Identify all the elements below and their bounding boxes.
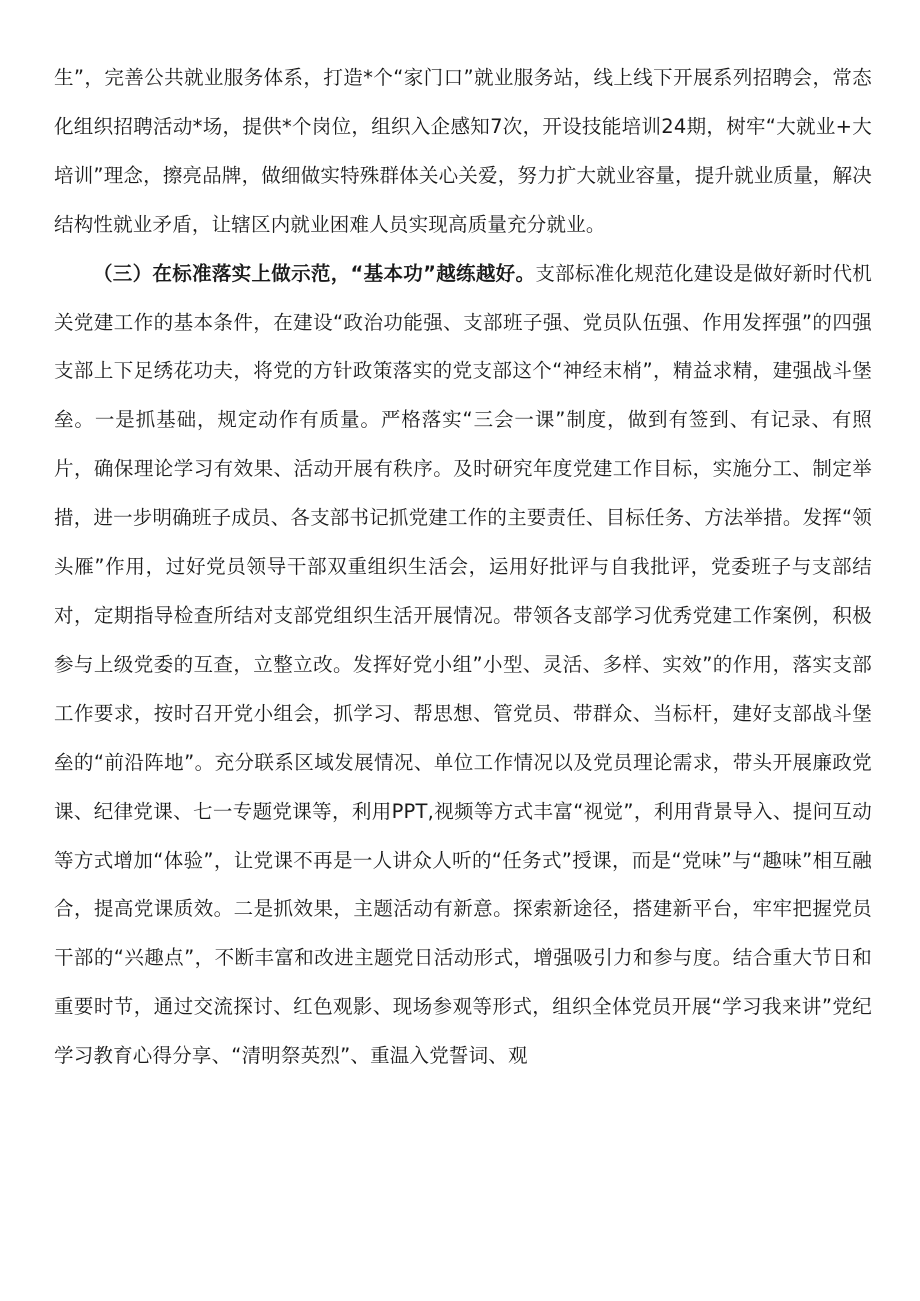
section-body: 支部标准化规范化建设是做好新时代机关党建工作的基本条件，在建设“政治功能强、支部班子强、党员队伍强、作用发挥强”的四强支部上下足绣花功夫，将党的方针政策落实的党支部这个“神经末梢”，精益求精，建强战斗堡垒。一是抓基础，规定动作有质量。严格落实“三会一课”制度，做到有签到、有记录、有照片，确保理论学习有效果、活动开展有秩序。及时研究年度党建工作目标，实施分工、制定举措，进一步明确班子成员、各支部书记抓党建工作的主要责任、目标任务、方法举措。发挥“领头雁”作用，过好党员领导干部双重组织生活会，运用好批评与自我批评，党委班子与支部结对，定期指导检查所结对支部党组织生活开展情况。带领各支部学习优秀党建工作案例，积极参与上级党委的互查，立整立改。发挥好党小组”小型、灵活、多样、实效”的作用，落实支部工作要求，按时召开党小组会，抓学习、帮思想、管党员、带群众、当标杆，建好支部战斗堡垒的“前沿阵地”。充分联系区域发展情况、单位工作情况以及党员理论需求，带头开展廉政党课、纪律党课、七一专题党课等，利用PPT,视频等方式丰富“视觉”，利用背景导入、提问互动等方式增加“体验”，让党课不再是一人讲众人听的“任务式”授课，而是“党味”与“趣味”相互融合，提高党课质效。二是抓效果，主题活动有新意。探索新途径，搭建新平台，牢牢把握党员干部的“兴趣点”，不断丰富和改进主题党日活动形式，增强吸引力和参与度。结合重大节日和重要时节，通过交流探讨、红色观影、现场参观等形式，组织全体党员开展“学习我来讲”党纪学习教育心得分享、“清明祭英烈”、重温入党誓词、观	[54, 261, 873, 1068]
paragraph-standards	[54, 250, 872, 1081]
document-body	[54, 54, 872, 1081]
section-heading: （三）在标准落实上做示范，“基本功”越练越好。	[93, 261, 536, 285]
paragraph-employment: 生”，完善公共就业服务体系，打造*个“家门口”就业服务站，线上线下开展系列招聘会，常态化组织招聘活动*场，提供*个岗位，组织入企感知7次，开设技能培训24期，树牢“大就业+大培训”理念，擦亮品牌，做细做实特殊群体关心关爱，努力扩大就业容量，提升就业质量，解决结构性就业矛盾，让辖区内就业困难人员实现高质量充分就业。	[54, 66, 873, 236]
